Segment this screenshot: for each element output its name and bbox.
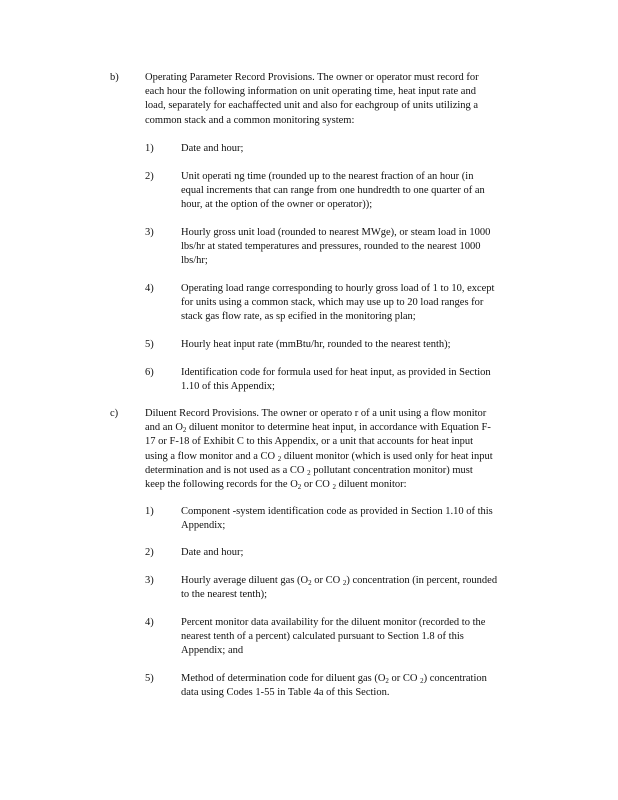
text-line: stack gas flow rate, as sp ecified in the monitoring plan; — [181, 311, 416, 323]
text-line: Unit operati ng time (rounded up to the nearest fraction of an hour (in — [181, 171, 474, 182]
list-item — [181, 546, 533, 560]
text-line: common stack and a common monitoring system: — [145, 114, 355, 126]
section-c-paragraph — [145, 407, 527, 492]
text-line: nearest tenth of a percent) calculated pursuant to Section 1.8 of this — [181, 631, 464, 643]
text-line: Component -system identification code as provided in Section 1.10 of this — [181, 506, 493, 517]
text-line: for units using a common stack, which may use up to 20 load ranges for — [181, 297, 484, 309]
text-line: 1.10 of this Appendix; — [181, 381, 275, 393]
list-item — [181, 672, 533, 700]
list-item-number: 5) — [145, 339, 154, 350]
list-item — [181, 366, 533, 394]
text-line: 17 or F-18 of Exhibit C to this Appendix, or a unit that accounts for heat input — [145, 436, 474, 448]
list-item — [181, 142, 533, 156]
text-line: Method of determination code for diluent gas ($O_2$ or CO $_2$) concentration — [181, 673, 487, 685]
text-line: Date and hour; — [181, 143, 244, 154]
list-item — [181, 616, 533, 659]
text-line: hour, at the option of the owner or operator)); — [181, 199, 373, 211]
list-item-number: 2) — [145, 547, 154, 558]
text-line: Appendix; and — [181, 645, 244, 657]
text-line: Hourly average diluent gas ($O_2$ or CO $_2$) concentration (in percent, rounded — [181, 575, 498, 587]
text-line: Operating Parameter Record Provisions. The owner or operator must record for — [145, 72, 479, 83]
text-line: load, separately for eachaffected unit and also for eachgroup of units utilizing a — [145, 100, 479, 112]
list-item-number: 1) — [145, 143, 154, 154]
text-line: Hourly heat input rate (mmBtu/hr, rounded to the nearest tenth); — [181, 339, 451, 350]
text-line: Identification code for formula used for heat input, as provided in Section — [181, 367, 491, 378]
list-item-number: 1) — [145, 506, 154, 517]
list-item-number: 4) — [145, 283, 154, 294]
text-line: data using Codes 1-55 in Table 4a of this Section. — [181, 687, 390, 699]
list-item — [181, 226, 533, 269]
list-item — [181, 282, 533, 325]
list-item-number: 3) — [145, 575, 154, 586]
list-item-number: 4) — [145, 617, 154, 628]
text-line: and an $O_2$ diluent monitor to determine heat input, in accordance with Equation F- — [145, 422, 491, 435]
list-item-number: 6) — [145, 367, 154, 378]
text-line: each hour the following information on unit operating time, heat input rate and — [145, 86, 476, 98]
text-line: lbs/hr; — [181, 255, 208, 267]
text-line: Date and hour; — [181, 547, 244, 558]
list-item-number: 2) — [145, 171, 154, 182]
section-label-c: c) — [110, 408, 119, 419]
list-item-number: 5) — [145, 673, 154, 684]
text-line: Appendix; — [181, 520, 226, 532]
list-item — [181, 170, 533, 213]
text-line: determination and is not used as a CO $_2$ pollutant concentration monitor) must — [145, 464, 473, 477]
text-line: Hourly gross unit load (rounded to nearest MWge), or steam load in 1000 — [181, 227, 491, 238]
text-line: equal increments that can range from one hundredth to one quarter of an — [181, 185, 485, 197]
list-item — [181, 338, 533, 352]
text-line: Percent monitor data availability for the diluent monitor (recorded to the — [181, 617, 486, 628]
section-b-paragraph — [145, 71, 527, 128]
text-line: Diluent Record Provisions. The owner or operato r of a unit using a flow monitor — [145, 408, 487, 419]
list-item — [181, 574, 533, 602]
list-item — [181, 505, 533, 533]
text-line: Operating load range corresponding to hourly gross load of 1 to 10, except — [181, 283, 495, 294]
text-line: using a flow monitor and a CO $_2$ diluent monitor (which is used only for heat input — [145, 450, 493, 463]
text-line: to the nearest tenth); — [181, 589, 268, 601]
text-line: keep the following records for the $O_2$ or CO $_2$ diluent monitor: — [145, 479, 407, 492]
section-label-b: b) — [110, 72, 119, 83]
list-item-number: 3) — [145, 227, 154, 238]
text-line: lbs/hr at stated temperatures and pressures, rounded to the nearest 1000 — [181, 241, 481, 253]
